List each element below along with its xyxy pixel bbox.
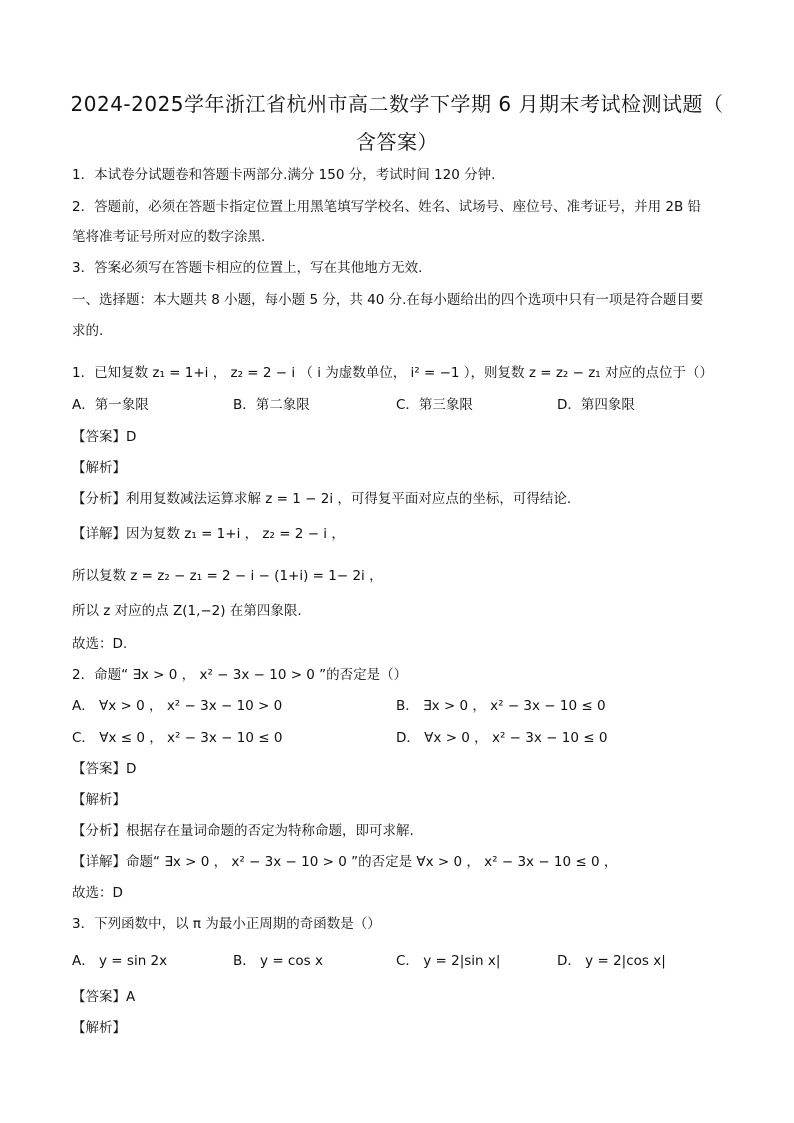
question-1-answer: 【答案】D <box>72 429 137 445</box>
question-1-detail-2: 所以复数 z = z₂ − z₁ = 2 − i − (1+i) = 1− 2i ， <box>72 568 383 584</box>
question-2-analysis-label: 【解析】 <box>72 792 126 808</box>
question-1-stem: 1．已知复数 z₁ = 1+i ， z₂ = 2 − i （ i 为虚数单位， i² = −1 ），则复数 z = z₂ − z₁ 对应的点位于（） <box>72 365 713 381</box>
section-heading: 一、选择题：本大题共 8 小题，每小题 5 分，共 40 分.在每小题给出的四个选项中只有一项是符合题目要 <box>72 292 704 308</box>
document-title-line-1: 2024-2025学年浙江省杭州市高二数学下学期 6 月期末考试检测试题（ <box>70 92 724 116</box>
question-3-answer: 【答案】A <box>72 989 136 1005</box>
instruction-note-1: 1．本试卷分试题卷和答题卡两部分.满分 150 分，考试时间 120 分钟. <box>72 167 496 183</box>
instruction-note-2-cont: 笔将准考证号所对应的数字涂黑. <box>72 229 266 245</box>
section-heading-cont: 求的. <box>72 323 104 339</box>
question-3-option-a: A． y = sin 2x <box>72 953 168 969</box>
instruction-note-3: 3．答案必须写在答题卡相应的位置上，写在其他地方无效. <box>72 260 423 276</box>
question-1-option-b: B．第二象限 <box>233 397 310 413</box>
question-2-option-b: B． ∃x > 0 ， x² − 3x − 10 ≤ 0 <box>396 698 606 714</box>
document-title-line-2: 含答案） <box>356 130 438 154</box>
question-2-detail: 【详解】命题“ ∃x > 0 ， x² − 3x − 10 > 0 ”的否定是 ∀x > 0 ， x² − 3x − 10 ≤ 0 ， <box>72 854 618 870</box>
question-1-detail-3: 所以 z 对应的点 Z(1,−2) 在第四象限. <box>72 603 302 619</box>
instruction-note-2: 2．答题前，必须在答题卡指定位置上用黑笔填写学校名、姓名、试场号、座位号、准考证号，并用 2B 铅 <box>72 199 702 215</box>
question-1-option-c: C．第三象限 <box>396 397 473 413</box>
question-1-detail-1: 【详解】因为复数 z₁ = 1+i ， z₂ = 2 − i ， <box>72 526 345 542</box>
question-2-option-d: D． ∀x > 0 ， x² − 3x − 10 ≤ 0 <box>396 730 608 746</box>
question-2-stem: 2．命题“ ∃x > 0 ， x² − 3x − 10 > 0 ”的否定是（） <box>72 667 408 683</box>
question-1-option-a: A．第一象限 <box>72 397 149 413</box>
question-3-option-c: C． y = 2|sin x| <box>396 953 501 969</box>
question-2-option-c: C． ∀x ≤ 0 ， x² − 3x − 10 ≤ 0 <box>72 730 283 746</box>
question-3-option-d: D． y = 2|cos x| <box>557 953 666 969</box>
question-2-option-a: A． ∀x > 0 ， x² − 3x − 10 > 0 <box>72 698 283 714</box>
question-2-choose: 故选：D <box>72 885 123 901</box>
question-3-analysis-label: 【解析】 <box>72 1020 126 1036</box>
question-1-option-d: D．第四象限 <box>557 397 635 413</box>
question-1-choose: 故选：D. <box>72 636 128 652</box>
question-2-fenxi: 【分析】根据存在量词命题的否定为特称命题，即可求解. <box>72 823 414 839</box>
question-3-option-b: B． y = cos x <box>233 953 323 969</box>
question-2-answer: 【答案】D <box>72 761 137 777</box>
question-1-fenxi: 【分析】利用复数减法运算求解 z = 1 − 2i ，可得复平面对应点的坐标，可得结论. <box>72 491 572 507</box>
question-1-analysis-label: 【解析】 <box>72 460 126 476</box>
question-3-stem: 3．下列函数中，以 π 为最小正周期的奇函数是（） <box>72 916 381 932</box>
